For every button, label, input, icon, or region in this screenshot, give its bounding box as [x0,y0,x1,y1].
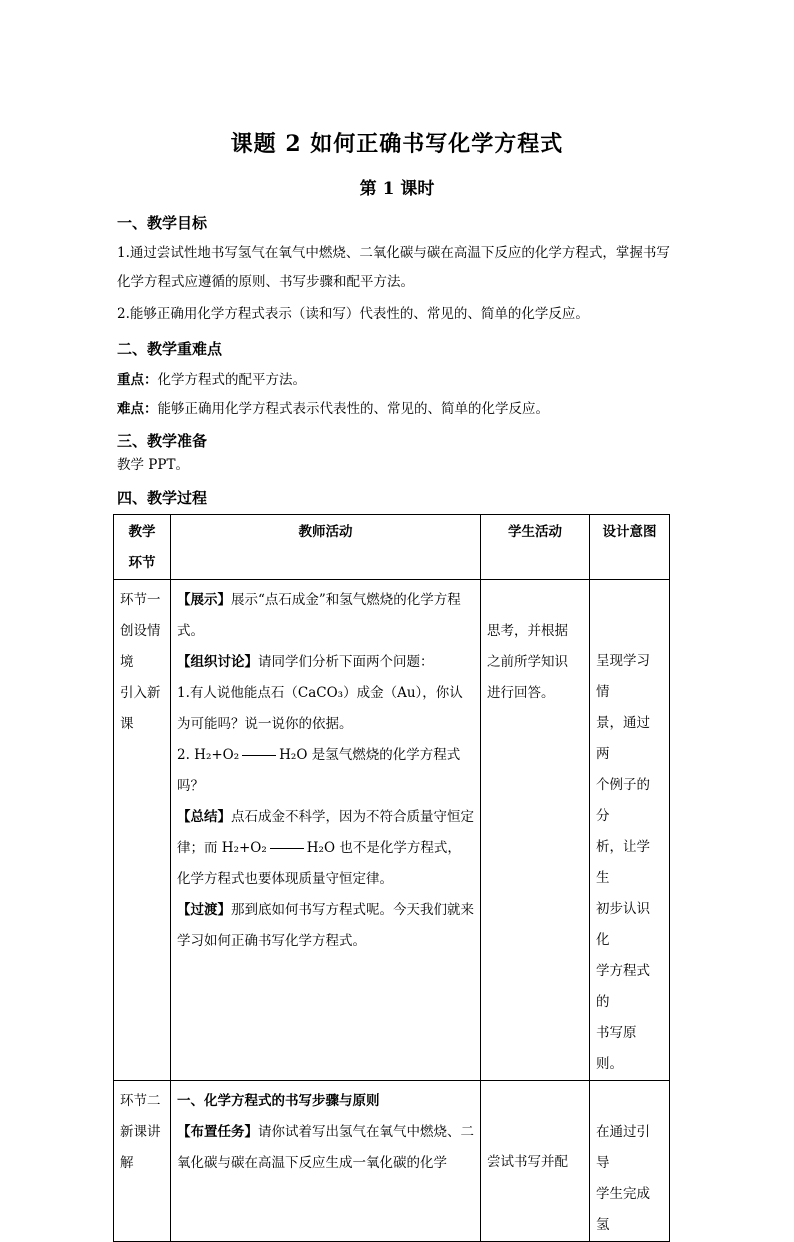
discussion-text: 请同学们分析下面两个问题： [258,654,434,670]
tag-transition: 【过渡】 [177,902,231,918]
header-teacher: 教师活动 [171,515,481,580]
summary-text-a: 点石成金不科学，因为不符合质量守恒定律；而 H₂+O₂ [177,809,474,856]
stage-line: 环节二 [120,1093,161,1109]
student-line: 之前所学知识 [487,654,568,670]
page-title: 课题 2 如何正确书写化学方程式 [230,131,564,157]
equation-right: H₂O 是氢气燃烧的化学方程式吗？ [177,747,461,794]
equation-left: 2. H₂+O₂ [177,747,240,763]
row2-student-activity [481,1081,590,1242]
difficult-point-text: 能够正确用化学方程式表示代表性的、常见的、简单的化学反应。 [157,401,549,417]
key-point-text: 化学方程式的配平方法。 [157,372,306,388]
tag-display: 【展示】 [177,592,231,608]
design-line: 书写原则。 [596,1025,637,1072]
stage-line: 创设情 [120,623,161,639]
row2-design-intent [590,1081,670,1242]
teacher-display [177,585,474,647]
section-heading-objectives: 一、教学目标 [117,214,208,232]
teacher-transition [177,895,474,957]
page-subtitle: 第 1 课时 [359,179,435,199]
tag-summary: 【总结】 [177,809,231,825]
reaction-arrow [242,755,276,756]
transition-text: 那到底如何书写方程式呢。今天我们就来学习如何正确书写化学方程式。 [177,902,474,949]
display-text: 展示“点石成金”和氢气燃烧的化学方程式。 [177,592,461,639]
stage-line: 境 [120,654,134,670]
stage-line: 引入新 [120,685,161,701]
tag-discussion: 【组织讨论】 [177,654,258,670]
row1-student-activity [481,580,590,1081]
teaching-process-table [113,514,670,1242]
summary-text-b: H₂O 也不是化学方程式，化学方程式也要体现质量守恒定律。 [177,840,461,887]
header-stage-line2: 环节 [128,555,156,571]
design-line: 呈现学习情 [596,653,650,700]
difficult-point [117,395,679,424]
question-2 [177,740,474,802]
objective-1: 1.通过尝试性地书写氢气在氧气中燃烧、二氧化碳与碳在高温下反应的化学方程式，掌握书写化学方程式应遵循的原则、书写步骤和配平方法。 [117,245,670,290]
design-line: 学生完成氢 [596,1186,650,1233]
task-text: 请你试着写出氢气在氧气中燃烧、二氧化碳与碳在高温下反应生成一氧化碳的化学 [177,1124,474,1171]
stage-line: 环节一 [120,592,161,608]
section-heading-key-points: 二、教学重难点 [117,340,223,358]
row1-teacher-activity [171,580,481,1081]
table-header-row [114,515,670,580]
header-design: 设计意图 [590,515,670,580]
stage-line: 新课讲 [120,1124,161,1140]
difficult-point-label: 难点： [117,401,158,417]
row1-design-intent [590,580,670,1081]
row2-section-title: 一、化学方程式的书写步骤与原则 [177,1093,380,1109]
row2-teacher-activity [171,1081,481,1242]
header-stage [114,515,171,580]
student-line: 尝试书写并配 [487,1154,568,1170]
design-line: 景，通过两 [596,715,650,762]
row1-stage [114,580,171,1081]
design-line: 学方程式的 [596,963,650,1010]
key-point-label: 重点： [117,372,158,388]
student-line: 进行回答。 [487,685,555,701]
design-line: 初步认识化 [596,901,650,948]
objective-2: 2.能够正确用化学方程式表示（读和写）代表性的、常见的、简单的化学反应。 [117,306,589,322]
design-line: 析，让学生 [596,839,650,886]
question-1: 1.有人说他能点石（CaCO₃）成金（Au），你认为可能吗？说一说你的依据。 [177,685,463,732]
key-point [117,366,679,395]
teacher-task [177,1117,474,1179]
design-line: 个例子的分 [596,777,650,824]
section-heading-process: 四、教学过程 [117,489,208,507]
student-line: 思考，并根据 [487,623,568,639]
section-heading-preparation: 三、教学准备 [117,432,208,450]
table-row [114,580,670,1081]
stage-line: 解 [120,1155,134,1171]
preparation-text: 教学 PPT。 [117,457,189,473]
row2-stage [114,1081,171,1242]
table-row [114,1081,670,1242]
header-stage-line1: 教学 [128,524,156,540]
design-line: 在通过引导 [596,1124,650,1171]
stage-line: 课 [120,716,134,732]
teacher-discussion [177,647,474,678]
teacher-summary [177,802,474,895]
reaction-arrow [270,848,304,849]
tag-task: 【布置任务】 [177,1124,258,1140]
header-student: 学生活动 [481,515,590,580]
